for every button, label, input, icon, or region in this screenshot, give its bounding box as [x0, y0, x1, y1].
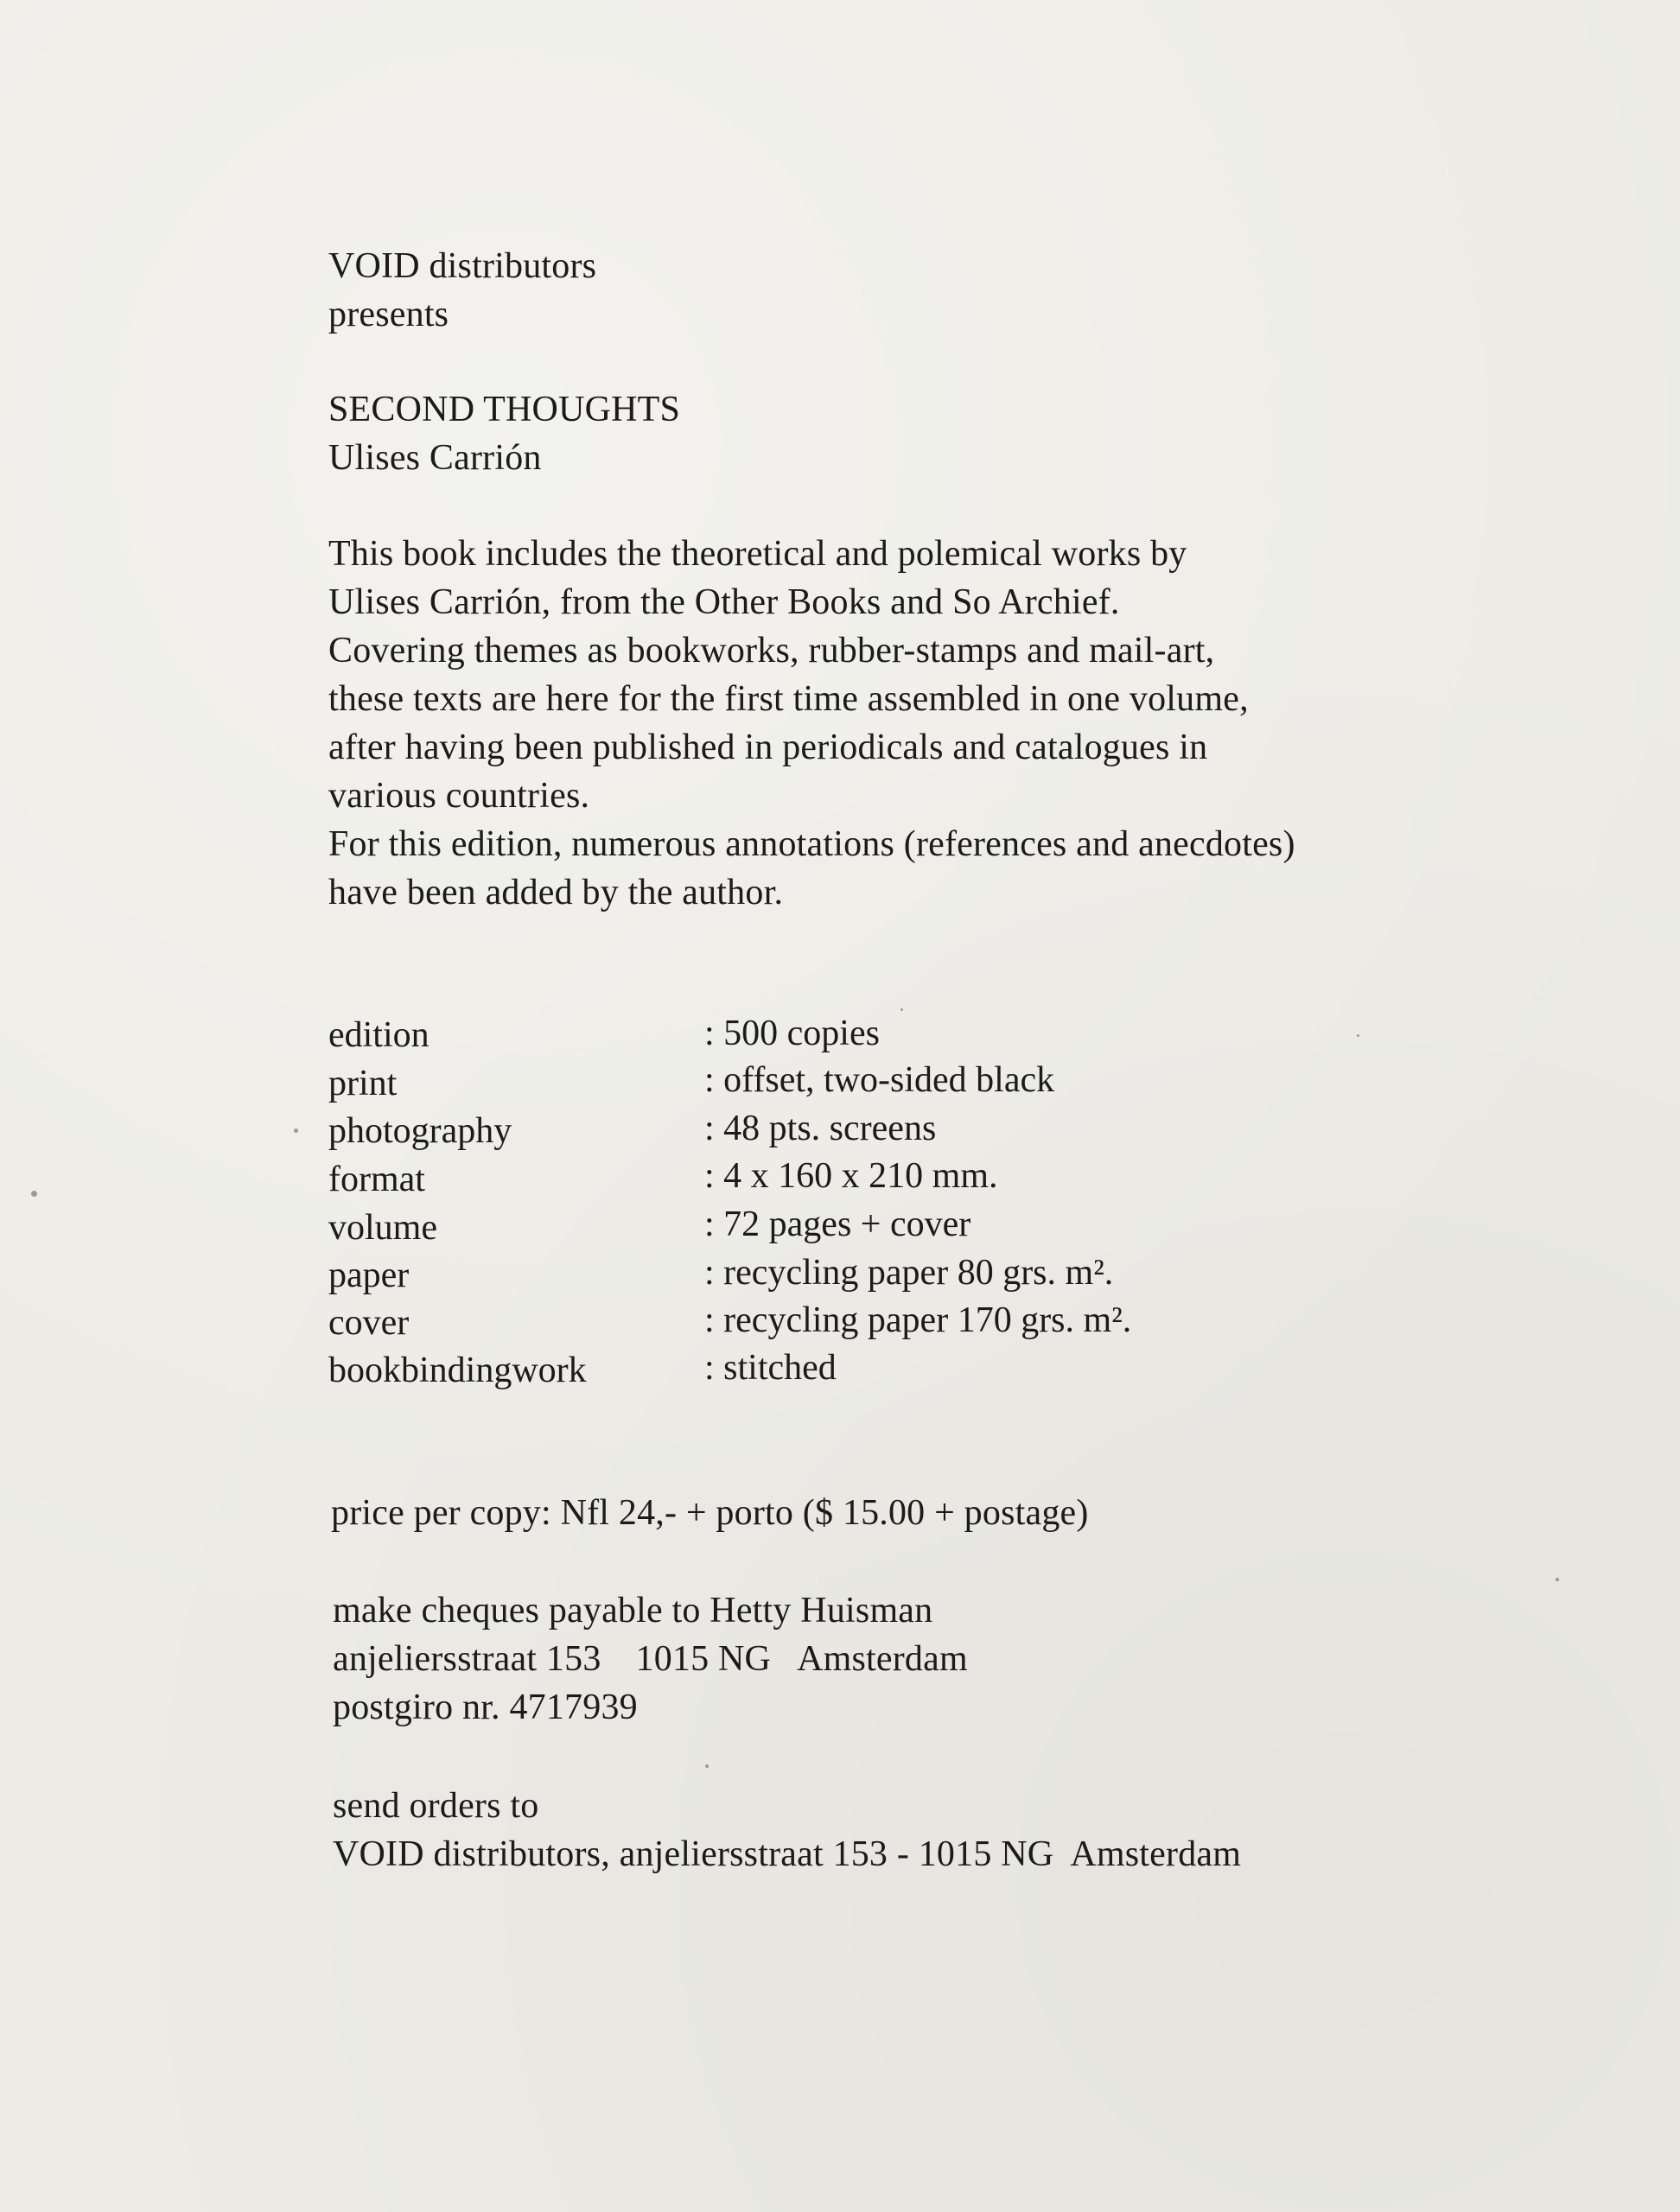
- book-title: SECOND THOUGHTS: [328, 390, 681, 429]
- publisher-name: VOID distributors: [328, 246, 597, 286]
- orders-heading: send orders to: [333, 1786, 539, 1826]
- spec-label-volume: volume: [328, 1208, 437, 1248]
- presents-text: presents: [328, 295, 449, 334]
- spec-value-volume: : 72 pages + cover: [704, 1205, 971, 1244]
- spec-label-print: print: [328, 1064, 398, 1103]
- description-line: Ulises Carrión, from the Other Books and So Archief.: [328, 582, 1120, 622]
- spec-label-format: format: [328, 1160, 425, 1199]
- postgiro-number: postgiro nr. 4717939: [333, 1688, 638, 1727]
- payment-postcode: 1015 NG: [635, 1639, 772, 1679]
- description-line: these texts are here for the first time assembled in one volume,: [328, 679, 1249, 719]
- spec-label-bookbindingwork: bookbindingwork: [328, 1351, 587, 1390]
- paper-speck: [1357, 1034, 1359, 1037]
- book-author: Ulises Carrión: [328, 438, 542, 478]
- spec-value-bookbindingwork: : stitched: [704, 1348, 837, 1388]
- spec-value-format: : 4 x 160 x 210 mm.: [704, 1156, 998, 1196]
- orders-address: VOID distributors, anjeliersstraat 153 - 1015 NG Amsterdam: [333, 1834, 1242, 1874]
- description-line: have been added by the author.: [328, 873, 784, 912]
- description-line: various countries.: [328, 776, 590, 816]
- spec-value-cover: : recycling paper 170 grs. m².: [704, 1300, 1132, 1340]
- paper-speck: [705, 1764, 709, 1768]
- spec-value-print: : offset, two-sided black: [704, 1060, 1055, 1100]
- paper-speck: [294, 1128, 298, 1133]
- spec-label-edition: edition: [328, 1015, 430, 1055]
- description-line: This book includes the theoretical and polemical works by: [328, 534, 1187, 574]
- description-line: Covering themes as bookworks, rubber-stamps and mail-art,: [328, 631, 1215, 671]
- spec-value-paper: : recycling paper 80 grs. m².: [704, 1253, 1114, 1293]
- description-line: after having been published in periodicals and catalogues in: [328, 728, 1208, 767]
- spec-label-paper: paper: [328, 1255, 410, 1295]
- paper-speck: [1556, 1578, 1559, 1581]
- payment-instruction: make cheques payable to Hetty Huisman: [333, 1591, 933, 1630]
- payment-address: [333, 1635, 968, 1683]
- paper-speck: [900, 1008, 903, 1011]
- payment-city: Amsterdam: [797, 1639, 968, 1679]
- paper-speck: [31, 1191, 37, 1197]
- spec-value-photography: : 48 pts. screens: [704, 1109, 937, 1148]
- price-line: price per copy: Nfl 24,- + porto ($ 15.00 + postage): [331, 1493, 1089, 1533]
- description-line: For this edition, numerous annotations (references and anecdotes): [328, 824, 1295, 864]
- spec-value-edition: : 500 copies: [704, 1014, 880, 1053]
- payment-street: anjeliersstraat 153: [333, 1639, 601, 1679]
- spec-label-cover: cover: [328, 1303, 410, 1343]
- spec-label-photography: photography: [328, 1111, 512, 1151]
